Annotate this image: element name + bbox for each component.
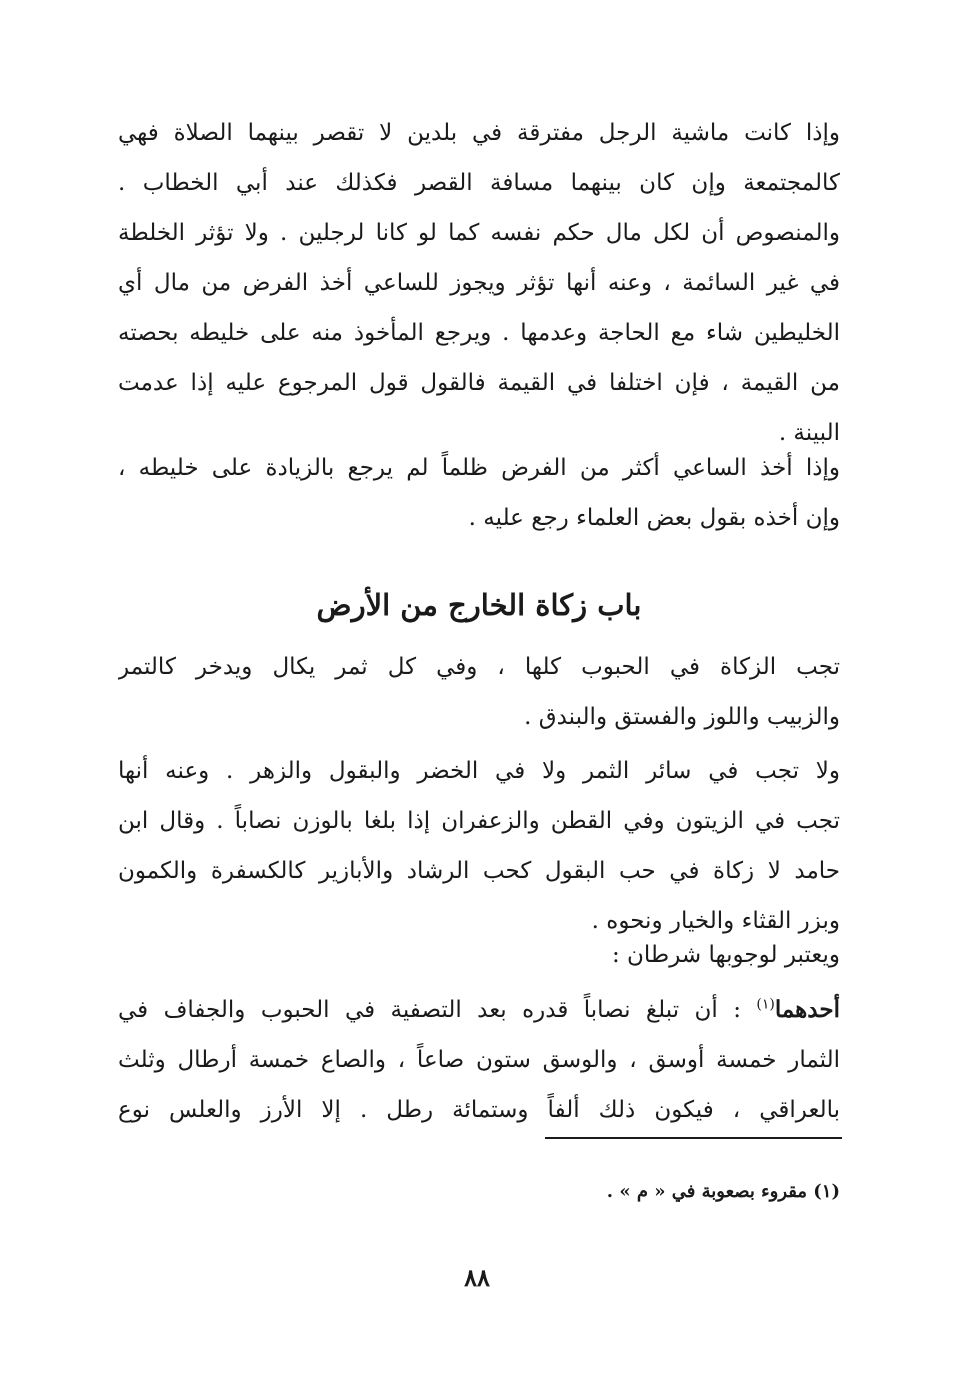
text-line: وإذا كانت ماشية الرجل مفترقة في بلدين لا تقصر بينهما الصلاة فهي xyxy=(118,120,840,146)
text-line: الثمار خمسة أوسق ، والوسق ستون صاعاً ، والصاع خمسة أرطال وثلث xyxy=(118,1047,840,1073)
text-line: بالعراقي ، فيكون ذلك ألفاً وستمائة رطل . إلا الأرز والعلس نوع xyxy=(118,1097,840,1123)
text-line: تجب في الزيتون وفي القطن والزعفران إذا بلغا بالوزن نصاباً . وقال ابن xyxy=(118,808,840,834)
text-line: في غير السائمة ، وعنه أنها تؤثر ويجوز للساعي أخذ الفرض من مال أي xyxy=(118,270,840,296)
text-line: ويعتبر لوجوبها شرطان : xyxy=(611,942,840,968)
text-line: البينة . xyxy=(778,420,840,446)
paragraph-conditions xyxy=(118,930,840,980)
text-line: والزبيب واللوز والفستق والبندق . xyxy=(524,704,840,730)
section-heading: باب زكاة الخارج من الأرض xyxy=(316,588,642,622)
text-line: وإذا أخذ الساعي أكثر من الفرض ظلماً لم يرجع بالزيادة على خليطه ، xyxy=(118,455,840,481)
text-line xyxy=(118,985,840,1035)
page-number: ٨٨ xyxy=(464,1263,490,1292)
footnote: (١) مقروء بصعوبة في « م » . xyxy=(606,1181,840,1202)
text-line: وبزر القثاء والخيار ونحوه . xyxy=(591,908,840,934)
text-line: تجب الزكاة في الحبوب كلها ، وفي كل ثمر يكال ويدخر كالتمر xyxy=(118,654,840,680)
text-line: من القيمة ، فإن اختلفا في القيمة فالقول قول المرجوع عليه إذا عدمت xyxy=(118,370,840,396)
footnote-marker[interactable]: (١) xyxy=(756,996,775,1013)
text-line: حامد لا زكاة في حب البقول كحب الرشاد والأبازير كالكسفرة والكمون xyxy=(118,858,840,884)
line-rest: : أن تبلغ نصاباً قدره بعد التصفية في الحبوب والجفاف في xyxy=(118,997,757,1023)
paragraph-first-condition xyxy=(118,985,840,1135)
lead-word: أحدهما xyxy=(774,996,840,1023)
text-line: ولا تجب في سائر الثمر ولا في الخضر والبقول والزهر . وعنه أنها xyxy=(118,758,840,784)
text-line: الخليطين شاء مع الحاجة وعدمها . ويرجع المأخوذ منه على خليطه بحصته xyxy=(118,320,840,346)
footnote-divider xyxy=(545,1137,842,1139)
paragraph-mixed-herds xyxy=(118,108,840,458)
text-line: والمنصوص أن لكل مال حكم نفسه كما لو كانا لرجلين . ولا تؤثر الخلطة xyxy=(118,220,840,246)
paragraph-collector-excess xyxy=(118,443,840,543)
paragraph-grains xyxy=(118,642,840,742)
paragraph-exemptions xyxy=(118,746,840,946)
text-line: وإن أخذه بقول بعض العلماء رجع عليه . xyxy=(468,505,840,531)
text-line: كالمجتمعة وإن كان بينهما مسافة القصر فكذلك عند أبي الخطاب . xyxy=(118,170,840,196)
